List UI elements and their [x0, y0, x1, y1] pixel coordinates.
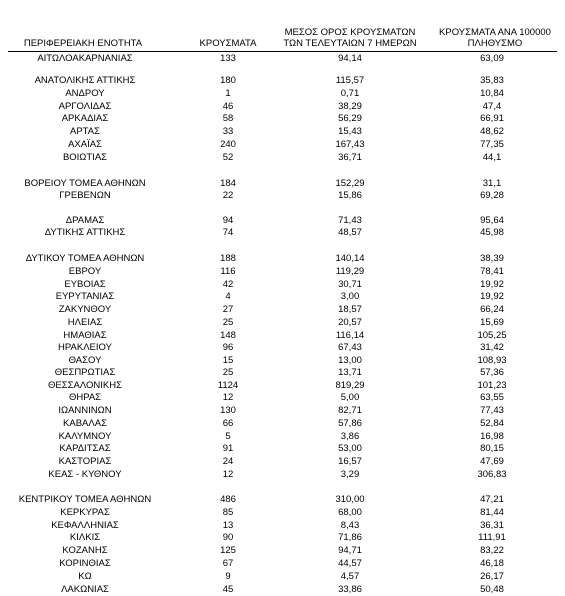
- table-row: [0, 558, 565, 570]
- region-cell: ΚΑΒΑΛΑΣ: [63, 418, 107, 429]
- avg-7days-cell: 48,57: [338, 227, 362, 238]
- table-row: [0, 456, 565, 468]
- table-row: [0, 431, 565, 443]
- avg-7days-cell: 71,86: [338, 532, 362, 543]
- per-100k-cell: 77,35: [480, 139, 504, 150]
- per-100k-cell: 19,92: [480, 279, 504, 290]
- avg-7days-cell: 310,00: [335, 494, 365, 505]
- avg-7days-cell: 15,86: [338, 190, 362, 201]
- region-cell: ΑΧΑΪΑΣ: [68, 139, 102, 150]
- avg-7days-cell: 4,57: [340, 571, 360, 582]
- table-row: [0, 88, 565, 100]
- region-cell: ΒΟΙΩΤΙΑΣ: [62, 152, 108, 163]
- table-row: [0, 113, 565, 125]
- cases-cell: 486: [220, 494, 236, 505]
- per-100k-cell: 47,4: [482, 101, 502, 112]
- cases-cell: 33: [222, 126, 234, 137]
- avg-7days-cell: 115,57: [335, 75, 365, 86]
- table-row: [0, 494, 565, 506]
- region-cell: ΚΑΣΤΟΡΙΑΣ: [58, 456, 112, 467]
- cases-cell: 42: [222, 279, 234, 290]
- per-100k-cell: 15,69: [480, 317, 504, 328]
- avg-7days-cell: 18,57: [338, 304, 362, 315]
- avg-7days-cell: 68,00: [338, 507, 362, 518]
- table-row: [0, 507, 565, 519]
- per-100k-cell: 306,83: [477, 469, 507, 480]
- avg-7days-cell: 30,71: [338, 279, 362, 290]
- avg-7days-cell: 819,29: [335, 380, 365, 391]
- cases-cell: 25: [222, 317, 234, 328]
- region-cell: ΔΡΑΜΑΣ: [65, 215, 105, 226]
- table-row: [0, 584, 565, 596]
- cases-cell: 96: [222, 342, 234, 353]
- per-100k-cell: 10,84: [480, 88, 504, 99]
- avg-7days-cell: 0,71: [340, 88, 360, 99]
- cases-cell: 46: [222, 101, 234, 112]
- table-row: [0, 266, 565, 278]
- cases-cell: 184: [220, 178, 236, 189]
- per-100k-cell: 26,17: [480, 571, 504, 582]
- region-cell: ΑΙΤΩΛΟΑΚΑΡΝΑΝΙΑΣ: [37, 53, 133, 64]
- region-cell: ΑΡΚΑΔΙΑΣ: [61, 113, 109, 124]
- avg-7days-cell: 116,14: [335, 330, 365, 341]
- region-cell: ΗΛΕΙΑΣ: [67, 317, 103, 328]
- region-cell: ΚΕΝΤΡΙΚΟΥ ΤΟΜΕΑ ΑΘΗΝΩΝ: [18, 494, 152, 505]
- per-100k-cell: 50,48: [480, 584, 504, 595]
- region-cell: ΑΡΓΟΛΙΔΑΣ: [58, 101, 112, 112]
- per-100k-cell: 81,44: [480, 507, 504, 518]
- per-100k-cell: 63,55: [480, 392, 504, 403]
- cases-cell: 66: [222, 418, 234, 429]
- cases-cell: 67: [222, 558, 234, 569]
- avg-7days-cell: 13,00: [338, 355, 362, 366]
- cases-cell: 13: [222, 520, 234, 531]
- per-100k-cell: 19,92: [480, 291, 504, 302]
- per-100k-cell: 35,83: [480, 75, 504, 86]
- cases-cell: 52: [222, 152, 234, 163]
- per-100k-cell: 69,28: [480, 190, 504, 201]
- region-cell: ΖΑΚΥΝΘΟΥ: [58, 304, 112, 315]
- region-cell: ΘΑΣΟΥ: [68, 355, 102, 366]
- table-row: [0, 520, 565, 532]
- avg-7days-cell: 38,29: [338, 101, 362, 112]
- table-row: [0, 392, 565, 404]
- header-per-line2: ΠΛΗΘΥΣΜΟ: [467, 38, 523, 49]
- header-per-line1: ΚΡΟΥΣΜΑΤΑ ΑΝΑ 100000: [439, 27, 551, 38]
- region-cell: ΔΥΤΙΚΗΣ ΑΤΤΙΚΗΣ: [44, 227, 126, 238]
- table-row: [0, 532, 565, 544]
- header-avg-7days: [280, 27, 420, 49]
- avg-7days-cell: 44,57: [338, 558, 362, 569]
- cases-cell: 1124: [217, 380, 239, 391]
- table-row: [0, 317, 565, 329]
- region-cell: ΓΡΕΒΕΝΩΝ: [59, 190, 111, 201]
- table-row: [0, 571, 565, 583]
- avg-7days-cell: 36,71: [338, 152, 362, 163]
- table-row: [0, 380, 565, 392]
- avg-7days-cell: 20,57: [338, 317, 362, 328]
- header-region: ΠΕΡΙΦΕΡΕΙΑΚΗ ΕΝΟΤΗΤΑ: [23, 38, 143, 49]
- region-cell: ΚΑΛΥΜΝΟΥ: [58, 431, 112, 442]
- avg-7days-cell: 94,71: [338, 545, 362, 556]
- header-divider: [8, 51, 557, 52]
- per-100k-cell: 57,36: [480, 367, 504, 378]
- cases-cell: 133: [220, 53, 236, 64]
- region-cell: ΗΡΑΚΛΕΙΟΥ: [58, 342, 112, 353]
- table-row: [0, 190, 565, 202]
- avg-7days-cell: 57,86: [338, 418, 362, 429]
- per-100k-cell: 44,1: [482, 152, 502, 163]
- header-cases: ΚΡΟΥΣΜΑΤΑ: [199, 38, 257, 49]
- table-row: [0, 545, 565, 557]
- avg-7days-cell: 3,29: [340, 469, 360, 480]
- per-100k-cell: 36,31: [480, 520, 504, 531]
- header-per-100k: [425, 27, 565, 49]
- cases-cell: 24: [222, 456, 234, 467]
- per-100k-cell: 63,09: [480, 53, 504, 64]
- avg-7days-cell: 71,43: [338, 215, 362, 226]
- cases-cell: 12: [222, 392, 234, 403]
- avg-7days-cell: 152,29: [335, 178, 365, 189]
- avg-7days-cell: 140,14: [335, 253, 365, 264]
- region-cell: ΚΕΑΣ - ΚΥΘΝΟΥ: [48, 469, 122, 480]
- avg-7days-cell: 3,00: [340, 291, 360, 302]
- table-row: [0, 279, 565, 291]
- cases-cell: 12: [222, 469, 234, 480]
- cases-cell: 5: [225, 431, 231, 442]
- region-cell: ΑΡΤΑΣ: [70, 126, 100, 137]
- region-cell: ΗΜΑΘΙΑΣ: [63, 330, 107, 341]
- avg-7days-cell: 8,43: [340, 520, 360, 531]
- cases-cell: 91: [222, 443, 234, 454]
- cases-cell: 148: [220, 330, 236, 341]
- cases-cell: 188: [220, 253, 236, 264]
- per-100k-cell: 31,42: [480, 342, 504, 353]
- region-cell: ΚΟΖΑΝΗΣ: [62, 545, 108, 556]
- table-row: [0, 443, 565, 455]
- per-100k-cell: 48,62: [480, 126, 504, 137]
- table-row: [0, 152, 565, 164]
- region-cell: ΑΝΑΤΟΛΙΚΗΣ ΑΤΤΙΚΗΣ: [34, 75, 136, 86]
- region-cell: ΚΕΡΚΥΡΑΣ: [60, 507, 110, 518]
- per-100k-cell: 83,22: [480, 545, 504, 556]
- cases-cell: 27: [222, 304, 234, 315]
- table-row: [0, 253, 565, 265]
- cases-cell: 130: [220, 405, 236, 416]
- header-avg-line1: ΜΕΣΟΣ ΟΡΟΣ ΚΡΟΥΣΜΑΤΩΝ: [284, 27, 416, 38]
- per-100k-cell: 47,21: [480, 494, 504, 505]
- table-row: [0, 53, 565, 65]
- table-row: [0, 355, 565, 367]
- per-100k-cell: 52,84: [480, 418, 504, 429]
- region-cell: ΛΑΚΩΝΙΑΣ: [61, 584, 109, 595]
- avg-7days-cell: 53,00: [338, 443, 362, 454]
- table-row: [0, 291, 565, 303]
- per-100k-cell: 66,91: [480, 113, 504, 124]
- region-cell: ΒΟΡΕΙΟΥ ΤΟΜΕΑ ΑΘΗΝΩΝ: [24, 178, 146, 189]
- cases-cell: 85: [222, 507, 234, 518]
- per-100k-cell: 38,39: [480, 253, 504, 264]
- region-cell: ΕΥΡΥΤΑΝΙΑΣ: [55, 291, 115, 302]
- cases-cell: 4: [225, 291, 231, 302]
- table-row: [0, 139, 565, 151]
- region-cell: ΙΩΑΝΝΙΝΩΝ: [58, 405, 112, 416]
- table-row: [0, 330, 565, 342]
- cases-cell: 125: [220, 545, 236, 556]
- avg-7days-cell: 16,57: [338, 456, 362, 467]
- per-100k-cell: 77,43: [480, 405, 504, 416]
- avg-7days-cell: 3,86: [340, 431, 360, 442]
- table-row: [0, 101, 565, 113]
- table-row: [0, 342, 565, 354]
- cases-cell: 1: [225, 88, 231, 99]
- per-100k-cell: 45,98: [480, 227, 504, 238]
- cases-cell: 45: [222, 584, 234, 595]
- cases-cell: 15: [222, 355, 234, 366]
- region-cell: ΑΝΔΡΟΥ: [65, 88, 105, 99]
- table-row: [0, 418, 565, 430]
- cases-cell: 240: [220, 139, 236, 150]
- table-row: [0, 126, 565, 138]
- cases-cell: 9: [225, 571, 231, 582]
- region-cell: ΚΕΦΑΛΛΗΝΙΑΣ: [51, 520, 119, 531]
- table-row: [0, 227, 565, 239]
- per-100k-cell: 47,69: [480, 456, 504, 467]
- avg-7days-cell: 167,43: [335, 139, 365, 150]
- per-100k-cell: 95,64: [480, 215, 504, 226]
- cases-cell: 58: [222, 113, 234, 124]
- region-cell: ΔΥΤΙΚΟΥ ΤΟΜΕΑ ΑΘΗΝΩΝ: [25, 253, 145, 264]
- cases-cell: 180: [220, 75, 236, 86]
- per-100k-cell: 111,91: [478, 532, 506, 543]
- region-cell: ΘΕΣΠΡΩΤΙΑΣ: [54, 367, 116, 378]
- avg-7days-cell: 13,71: [338, 367, 362, 378]
- region-cell: ΕΥΒΟΙΑΣ: [64, 279, 106, 290]
- per-100k-cell: 101,23: [477, 380, 507, 391]
- cases-cell: 74: [222, 227, 234, 238]
- region-cell: ΕΒΡΟΥ: [68, 266, 102, 277]
- avg-7days-cell: 94,14: [338, 53, 362, 64]
- per-100k-cell: 46,18: [480, 558, 504, 569]
- avg-7days-cell: 119,29: [335, 266, 365, 277]
- cases-cell: 90: [222, 532, 234, 543]
- region-cell: ΚΑΡΔΙΤΣΑΣ: [59, 443, 111, 454]
- avg-7days-cell: 15,43: [338, 126, 362, 137]
- cases-cell: 94: [222, 215, 234, 226]
- avg-7days-cell: 33,86: [338, 584, 362, 595]
- table-row: [0, 75, 565, 87]
- region-cell: ΚΙΛΚΙΣ: [69, 532, 101, 543]
- avg-7days-cell: 5,00: [340, 392, 360, 403]
- table-row: [0, 469, 565, 481]
- per-100k-cell: 80,15: [480, 443, 504, 454]
- table-row: [0, 215, 565, 227]
- region-cell: ΘΕΣΣΑΛΟΝΙΚΗΣ: [48, 380, 122, 391]
- table-row: [0, 367, 565, 379]
- cases-cell: 116: [220, 266, 236, 277]
- region-cell: ΘΗΡΑΣ: [68, 392, 102, 403]
- table-row: [0, 405, 565, 417]
- avg-7days-cell: 82,71: [338, 405, 362, 416]
- table-row: [0, 304, 565, 316]
- per-100k-cell: 31,1: [482, 178, 502, 189]
- header-avg-line2: ΤΩΝ ΤΕΛΕΥΤΑΙΩΝ 7 ΗΜΕΡΩΝ: [283, 38, 417, 49]
- per-100k-cell: 66,24: [480, 304, 504, 315]
- avg-7days-cell: 67,43: [338, 342, 362, 353]
- region-cell: ΚΩ: [78, 571, 92, 582]
- cases-cell: 25: [222, 367, 234, 378]
- per-100k-cell: 78,41: [480, 266, 504, 277]
- per-100k-cell: 108,93: [477, 355, 507, 366]
- table-row: [0, 178, 565, 190]
- cases-cell: 22: [222, 190, 234, 201]
- region-cell: ΚΟΡΙΝΘΙΑΣ: [59, 558, 111, 569]
- avg-7days-cell: 56,29: [338, 113, 362, 124]
- per-100k-cell: 16,98: [480, 431, 504, 442]
- per-100k-cell: 105,25: [477, 330, 507, 341]
